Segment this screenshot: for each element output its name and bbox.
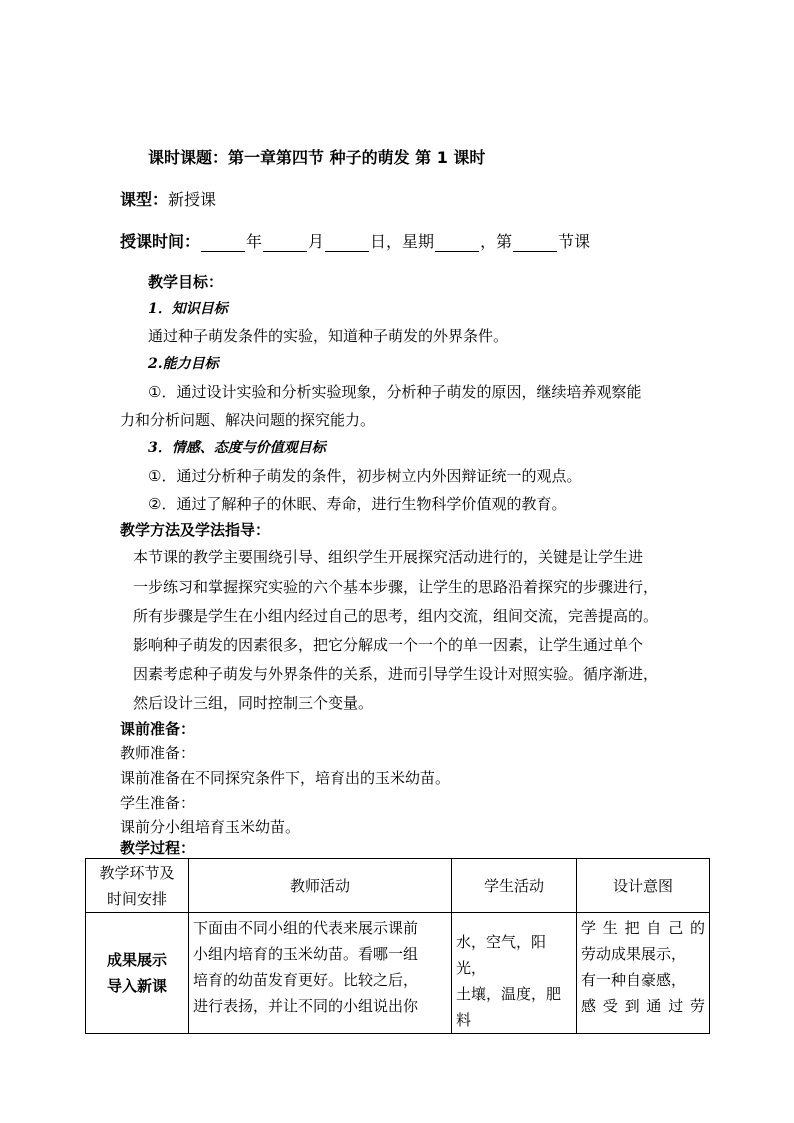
process-heading: 教学过程： <box>120 839 196 857</box>
stage-cell <box>86 913 189 1034</box>
knowledge-goal-text: 通过种子萌发条件的实验，知道种子萌发的外界条件。 <box>148 327 509 345</box>
month-blank[interactable] <box>263 235 307 252</box>
methods-line: 一步练习和掌握探究实验的六个基本步骤，让学生的思路沿着探究的步骤进行， <box>133 578 659 596</box>
header-teacher-activity: 教师活动 <box>189 859 452 913</box>
goals-heading: 教学目标： <box>148 273 224 291</box>
methods-line: 所有步骤是学生在小组内经过自己的思考，组内交流，组间交流，完善提高的。 <box>133 607 659 625</box>
methods-heading: 教学方法及学法指导： <box>120 521 271 539</box>
methods-line: 本节课的教学主要围绕引导、组织学生开展探究活动进行的，关键是让学生进 <box>133 548 644 566</box>
emotion-goal-text-2: ②．通过了解种子的休眠、寿命，进行生物科学价值观的教育。 <box>148 495 567 513</box>
emotion-goal-heading: 3．情感、态度与价值观目标 <box>148 440 326 456</box>
prep-heading: 课前准备： <box>120 720 196 738</box>
month-label: 月 <box>308 232 325 251</box>
ability-goal-text-1: ①．通过设计实验和分析实验现象，分析种子萌发的原因，继续培养观察能 <box>148 383 642 401</box>
lesson-time <box>120 232 590 252</box>
knowledge-goal-heading: 1．知识目标 <box>148 301 228 317</box>
teacher-activity-line: 培育的幼苗发育更好。比较之后， <box>193 971 419 989</box>
design-intent-cell <box>577 913 710 1034</box>
table-header-row <box>86 859 710 913</box>
year-label: 年 <box>246 232 263 251</box>
table-row <box>86 913 710 1034</box>
lesson-title: 课时课题：第一章第四节 种子的萌发 第 1 课时 <box>148 148 486 167</box>
lesson-type-value: 新授课 <box>168 190 217 209</box>
design-intent-line: 劳动成果展示， <box>581 945 687 963</box>
header-design-intent: 设计意图 <box>577 859 710 913</box>
period-blank[interactable] <box>513 235 557 252</box>
teacher-activity-cell <box>189 913 452 1034</box>
student-prep-text: 课前分小组培育玉米幼苗。 <box>120 818 301 836</box>
teacher-activity-line: 进行表扬，并让不同的小组说出你 <box>193 997 419 1015</box>
methods-line: 然后设计三组，同时控制三个变量。 <box>133 694 374 712</box>
ability-goal-text-2: 力和分析问题、解决问题的探究能力。 <box>120 411 376 429</box>
emotion-goal-text-1: ①．通过分析种子萌发的条件，初步树立内外因辩证统一的观点。 <box>148 467 582 485</box>
design-intent-line: 学生把自己的 <box>581 919 705 937</box>
stage-line-1: 成果展示 <box>106 951 167 969</box>
teaching-process-table <box>85 858 710 1034</box>
methods-line: 影响种子萌发的因素很多，把它分解成一个一个的单一因素，让学生通过单个 <box>133 636 644 654</box>
lesson-type <box>120 190 216 210</box>
header-student-activity: 学生活动 <box>452 859 577 913</box>
period-prefix: ，第 <box>480 232 513 251</box>
header-stage <box>86 859 189 913</box>
lesson-type-label: 课型： <box>120 190 169 209</box>
teacher-activity-line: 下面由不同小组的代表来展示课前 <box>193 919 419 937</box>
day-blank[interactable] <box>325 235 369 252</box>
header-stage-line-1: 教学环节及 <box>99 863 175 882</box>
year-blank[interactable] <box>201 235 245 252</box>
methods-line: 因素考虑种子萌发与外界条件的关系，进而引导学生设计对照实验。循序渐进， <box>133 665 659 683</box>
header-stage-line-2: 时间安排 <box>106 889 167 908</box>
weekday-label: 日，星期 <box>370 232 435 251</box>
period-label: 节课 <box>558 232 591 251</box>
teacher-activity-line: 小组内培育的玉米幼苗。看哪一组 <box>193 945 419 963</box>
weekday-blank[interactable] <box>435 235 479 252</box>
student-prep-label: 学生准备： <box>120 794 196 812</box>
student-activity-line: 水，空气，阳光， <box>456 933 547 977</box>
student-activity-cell <box>452 913 577 1034</box>
stage-line-2: 导入新课 <box>106 977 167 995</box>
design-intent-line: 感受到通过劳 <box>581 997 705 1015</box>
teacher-prep-text: 课前准备在不同探究条件下，培育出的玉米幼苗。 <box>120 769 451 787</box>
student-activity-line: 料 <box>456 1011 472 1029</box>
ability-goal-heading: 2.能力目标 <box>148 356 219 372</box>
design-intent-line: 有一种自豪感， <box>581 971 687 989</box>
lesson-time-label: 授课时间： <box>120 232 201 251</box>
teacher-prep-label: 教师准备： <box>120 744 196 762</box>
student-activity-line: 土壤，温度，肥 <box>456 985 562 1003</box>
